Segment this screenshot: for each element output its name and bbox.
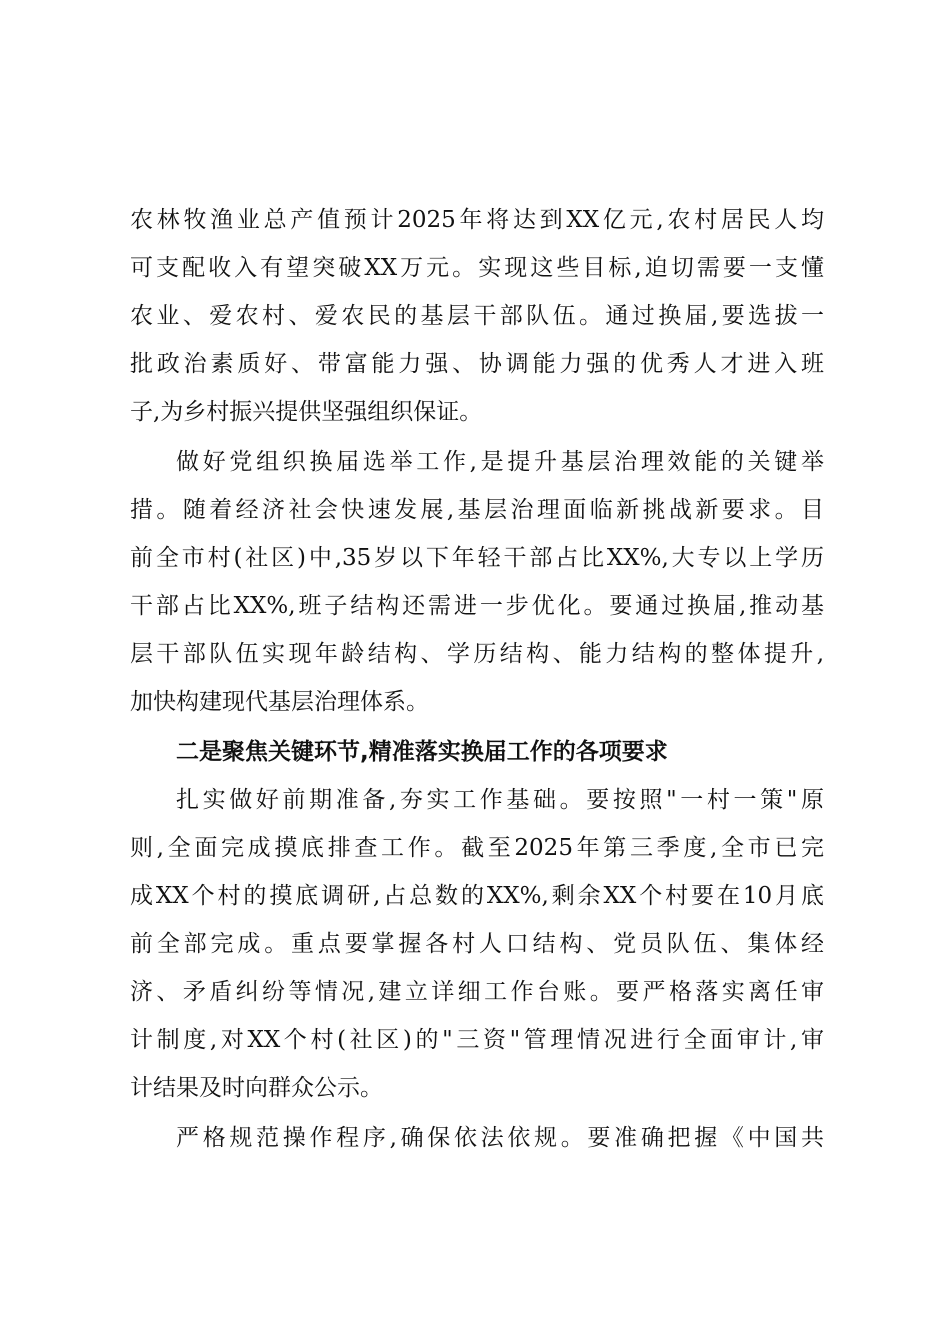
text-line: 农业、爱农村、爱农民的基层干部队伍。通过换届,要选拔一 bbox=[130, 303, 824, 329]
text-line: 成XX个村的摸底调研,占总数的XX%,剩余XX个村要在10月底 bbox=[130, 883, 824, 909]
section-heading bbox=[130, 728, 824, 776]
document-page bbox=[130, 196, 824, 1162]
paragraph-agriculture-goals bbox=[130, 196, 824, 436]
text-line: 层干部队伍实现年龄结构、学历结构、能力结构的整体提升, bbox=[130, 641, 824, 667]
text-line: 前全市村(社区)中,35岁以下年轻干部占比XX%,大专以上学历 bbox=[130, 545, 824, 571]
text-line: 做好党组织换届选举工作,是提升基层治理效能的关键举 bbox=[176, 449, 824, 475]
text-line: 干部占比XX%,班子结构还需进一步优化。要通过换届,推动基 bbox=[130, 593, 824, 619]
text-line: 扎实做好前期准备,夯实工作基础。要按照"一村一策"原 bbox=[176, 787, 824, 813]
text-line: 措。随着经济社会快速发展,基层治理面临新挑战新要求。目 bbox=[130, 497, 824, 523]
text-line: 农林牧渔业总产值预计2025年将达到XX亿元,农村居民人均 bbox=[130, 207, 824, 233]
text-line: 前全部完成。重点要掌握各村人口结构、党员队伍、集体经 bbox=[130, 931, 824, 957]
text-line: 可支配收入有望突破XX万元。实现这些目标,迫切需要一支懂 bbox=[130, 255, 824, 281]
paragraph-preparation bbox=[130, 776, 824, 1112]
text-line: 计制度,对XX个村(社区)的"三资"管理情况进行全面审计,审 bbox=[130, 1027, 824, 1053]
text-line: 严格规范操作程序,确保依法依规。要准确把握《中国共 bbox=[176, 1125, 824, 1151]
text-line: 子,为乡村振兴提供坚强组织保证。 bbox=[130, 399, 483, 425]
text-line: 济、矛盾纠纷等情况,建立详细工作台账。要严格落实离任审 bbox=[130, 979, 824, 1005]
paragraph-procedures bbox=[130, 1114, 824, 1162]
text-line: 计结果及时向群众公示。 bbox=[130, 1075, 383, 1101]
text-line: 则,全面完成摸底排查工作。截至2025年第三季度,全市已完 bbox=[130, 835, 824, 861]
text-line: 加快构建现代基层治理体系。 bbox=[130, 689, 429, 715]
text-line: 批政治素质好、带富能力强、协调能力强的优秀人才进入班 bbox=[130, 351, 824, 377]
paragraph-governance-efficiency bbox=[130, 438, 824, 726]
heading-text: 二是聚焦关键环节,精准落实换届工作的各项要求 bbox=[176, 739, 668, 765]
